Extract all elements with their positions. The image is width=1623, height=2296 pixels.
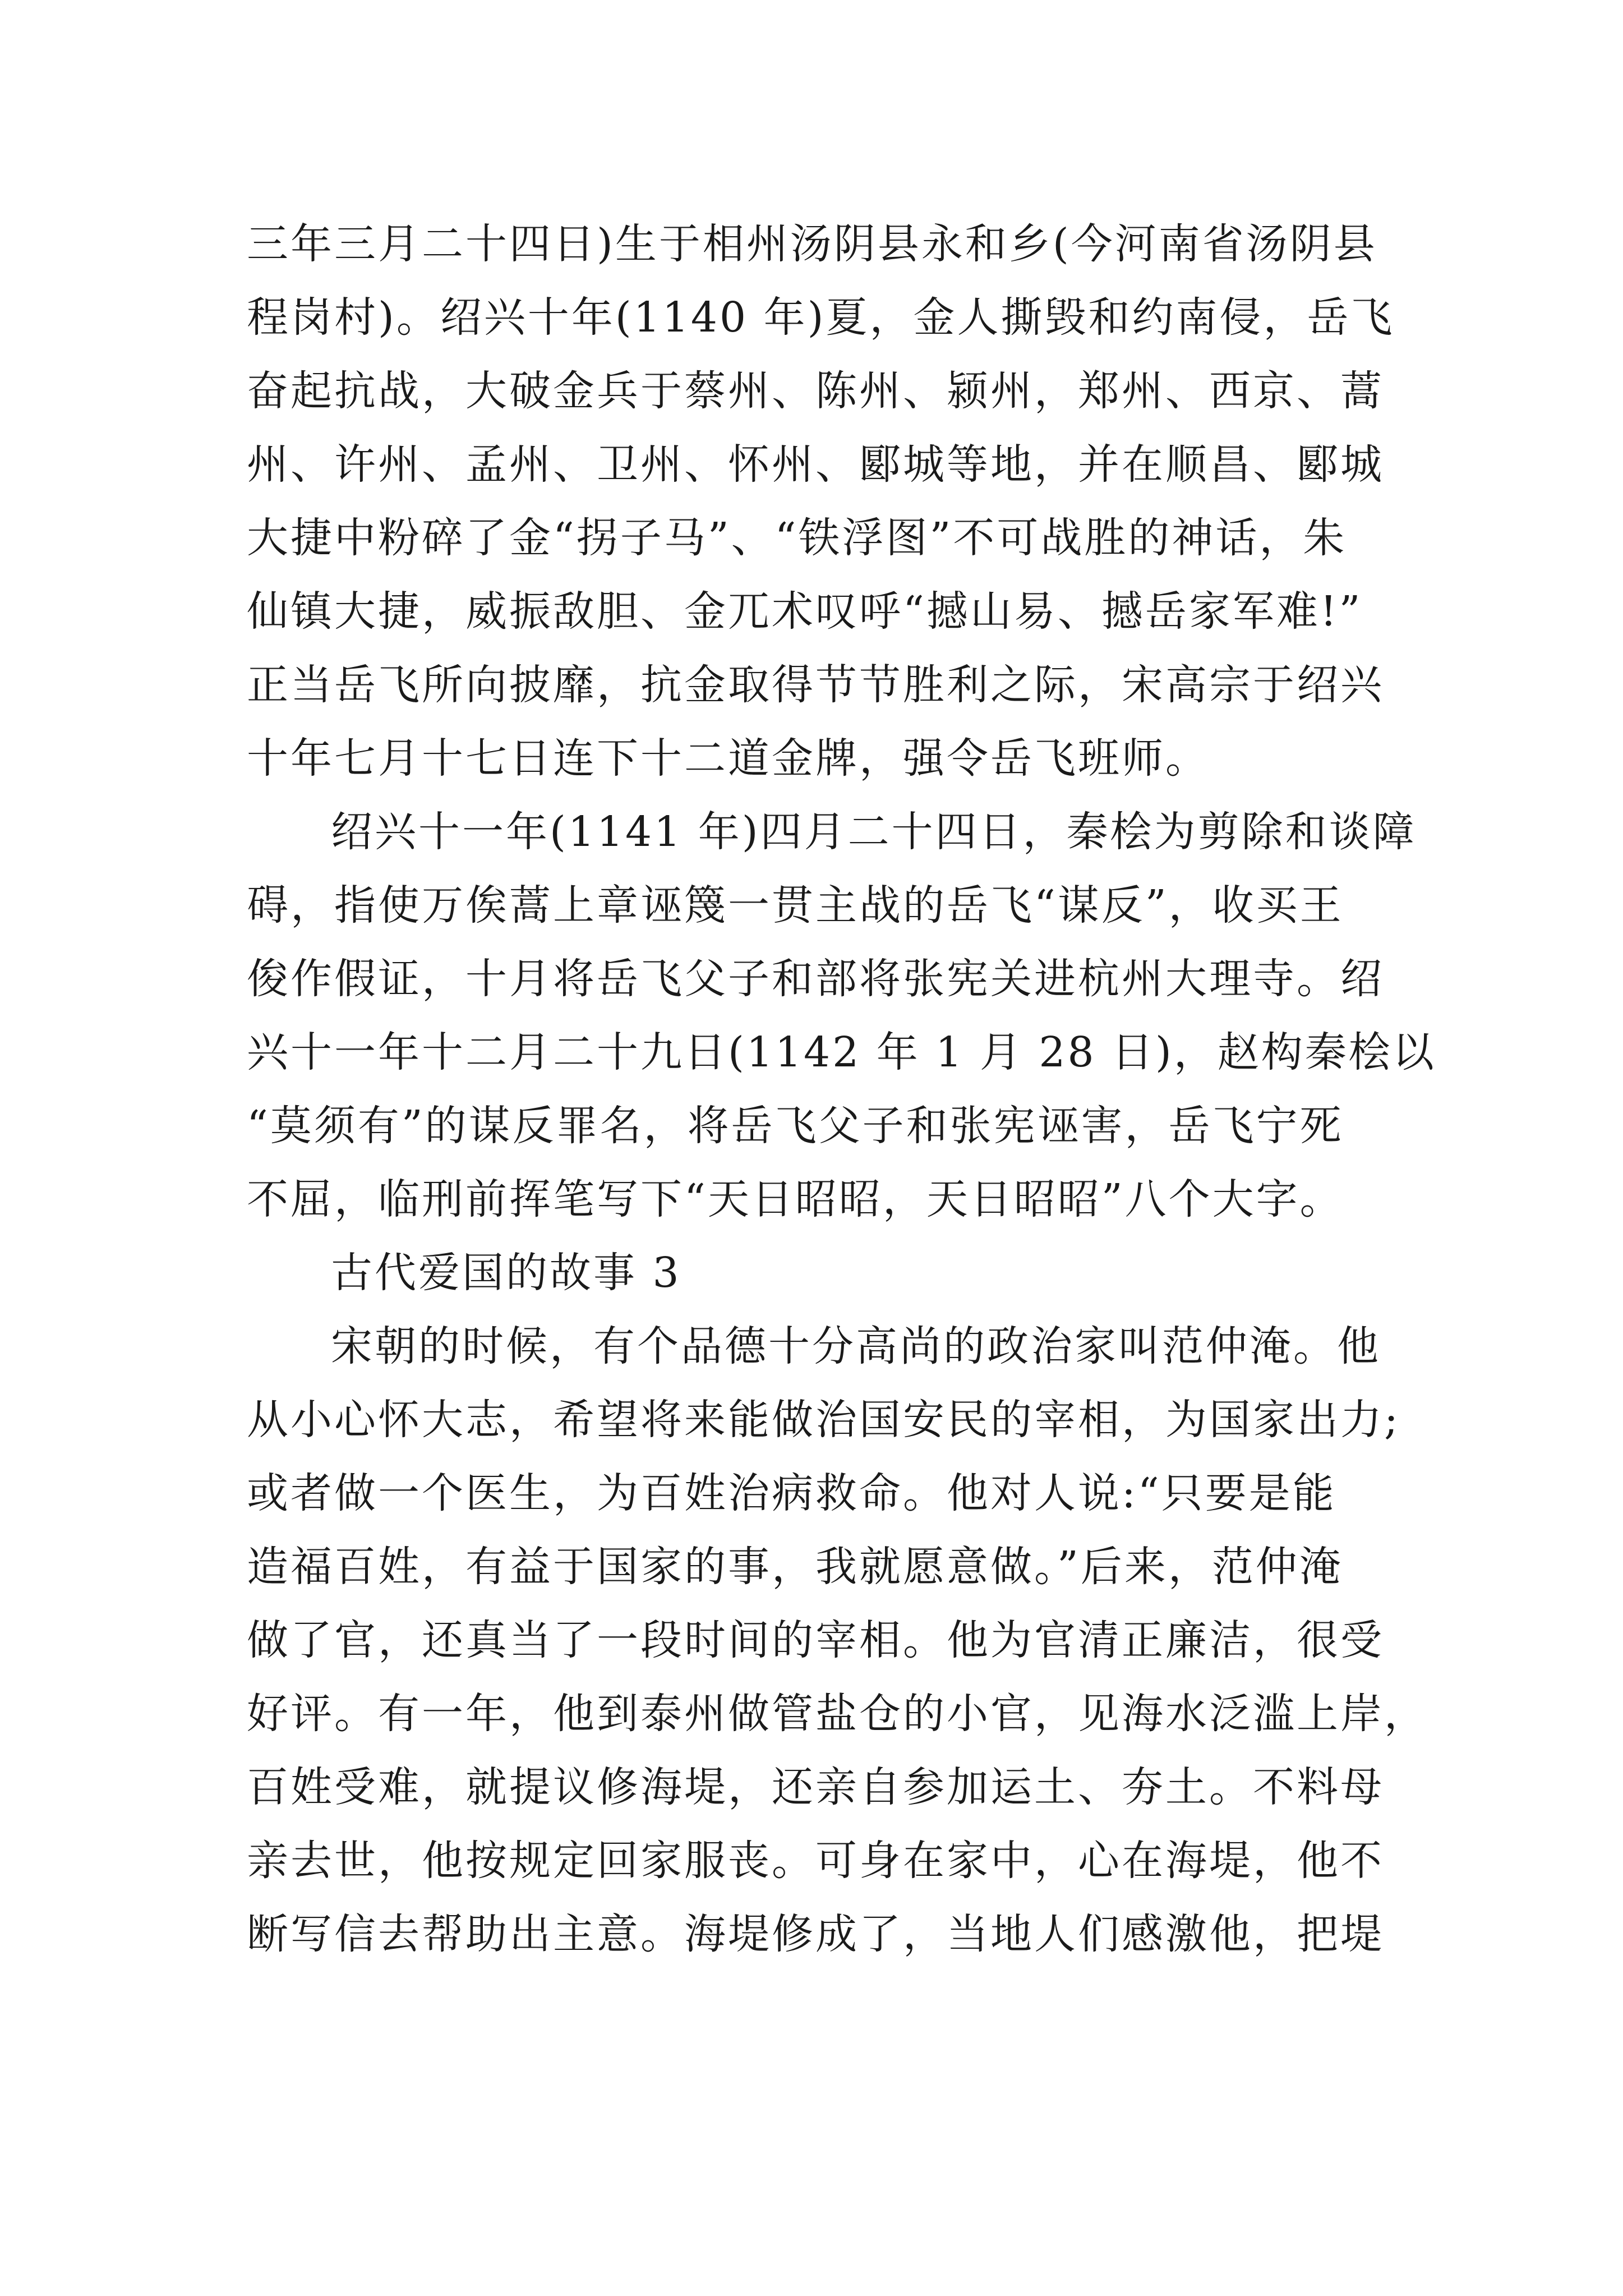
text-line: 断写信去帮助出主意。海堤修成了，当地人们感激他，把堤 <box>247 1910 1384 1958</box>
text-line: 三年三月二十四日)生于相州汤阴县永和乡(今河南省汤阴县 <box>247 220 1377 268</box>
section-heading: 古代爱国的故事 3 <box>331 1249 681 1297</box>
text-line: 州、许州、孟州、卫州、怀州、郾城等地，并在顺昌、郾城 <box>247 440 1384 489</box>
document-body <box>247 208 1436 1971</box>
text-line: 造福百姓，有益于国家的事，我就愿意做。”后来，范仲淹 <box>247 1543 1343 1591</box>
text-line: 不屈，临刑前挥笔写下“天日昭昭，天日昭昭”八个大字。 <box>247 1175 1344 1223</box>
text-line: 仙镇大捷，威振敌胆、金兀术叹呼“撼山易、撼岳家军难!” <box>247 587 1363 636</box>
text-line: 碍，指使万俟蒿上章诬篾一贯主战的岳飞“谋反”，收买王 <box>247 881 1344 930</box>
text-line: 俊作假证，十月将岳飞父子和部将张宪关进杭州大理寺。绍 <box>247 955 1384 1003</box>
paragraph-start-line: 绍兴十一年(1141 年)四月二十四日，秦桧为剪除和谈障 <box>331 808 1417 856</box>
paragraph-start-line: 宋朝的时候，有个品德十分高尚的政治家叫范仲淹。他 <box>331 1322 1381 1370</box>
text-line: 兴十一年十二月二十九日(1142 年 1 月 28 日)，赵构秦桧以 <box>247 1028 1436 1076</box>
text-line: 好评。有一年，他到泰州做管盐仓的小官，见海水泛滥上岸， <box>247 1690 1428 1738</box>
text-line: 或者做一个医生，为百姓治病救命。他对人说:“只要是能 <box>247 1469 1336 1517</box>
text-line: 程岗村)。绍兴十年(1140 年)夏，金人撕毁和约南侵，岳飞 <box>247 293 1395 342</box>
text-line: 百姓受难，就提议修海堤，还亲自参加运土、夯土。不料母 <box>247 1763 1384 1811</box>
text-line: 做了官，还真当了一段时间的宰相。他为官清正廉洁，很受 <box>247 1616 1384 1664</box>
text-line: 大捷中粉碎了金“拐子马”、“铁浮图”不可战胜的神话，朱 <box>247 514 1347 562</box>
text-line: 从小心怀大志，希望将来能做治国安民的宰相，为国家出力; <box>247 1396 1400 1444</box>
text-line: “莫须有”的谋反罪名，将岳飞父子和张宪诬害，岳飞宁死 <box>247 1102 1344 1150</box>
text-line: 十年七月十七日连下十二道金牌，强令岳飞班师。 <box>247 734 1209 783</box>
text-line: 正当岳飞所向披靡，抗金取得节节胜利之际，宋高宗于绍兴 <box>247 661 1384 709</box>
text-line: 亲去世，他按规定回家服丧。可身在家中，心在海堤，他不 <box>247 1837 1384 1885</box>
text-line: 奋起抗战，大破金兵于蔡州、陈州、颍州，郑州、西京、蒿 <box>247 367 1384 415</box>
